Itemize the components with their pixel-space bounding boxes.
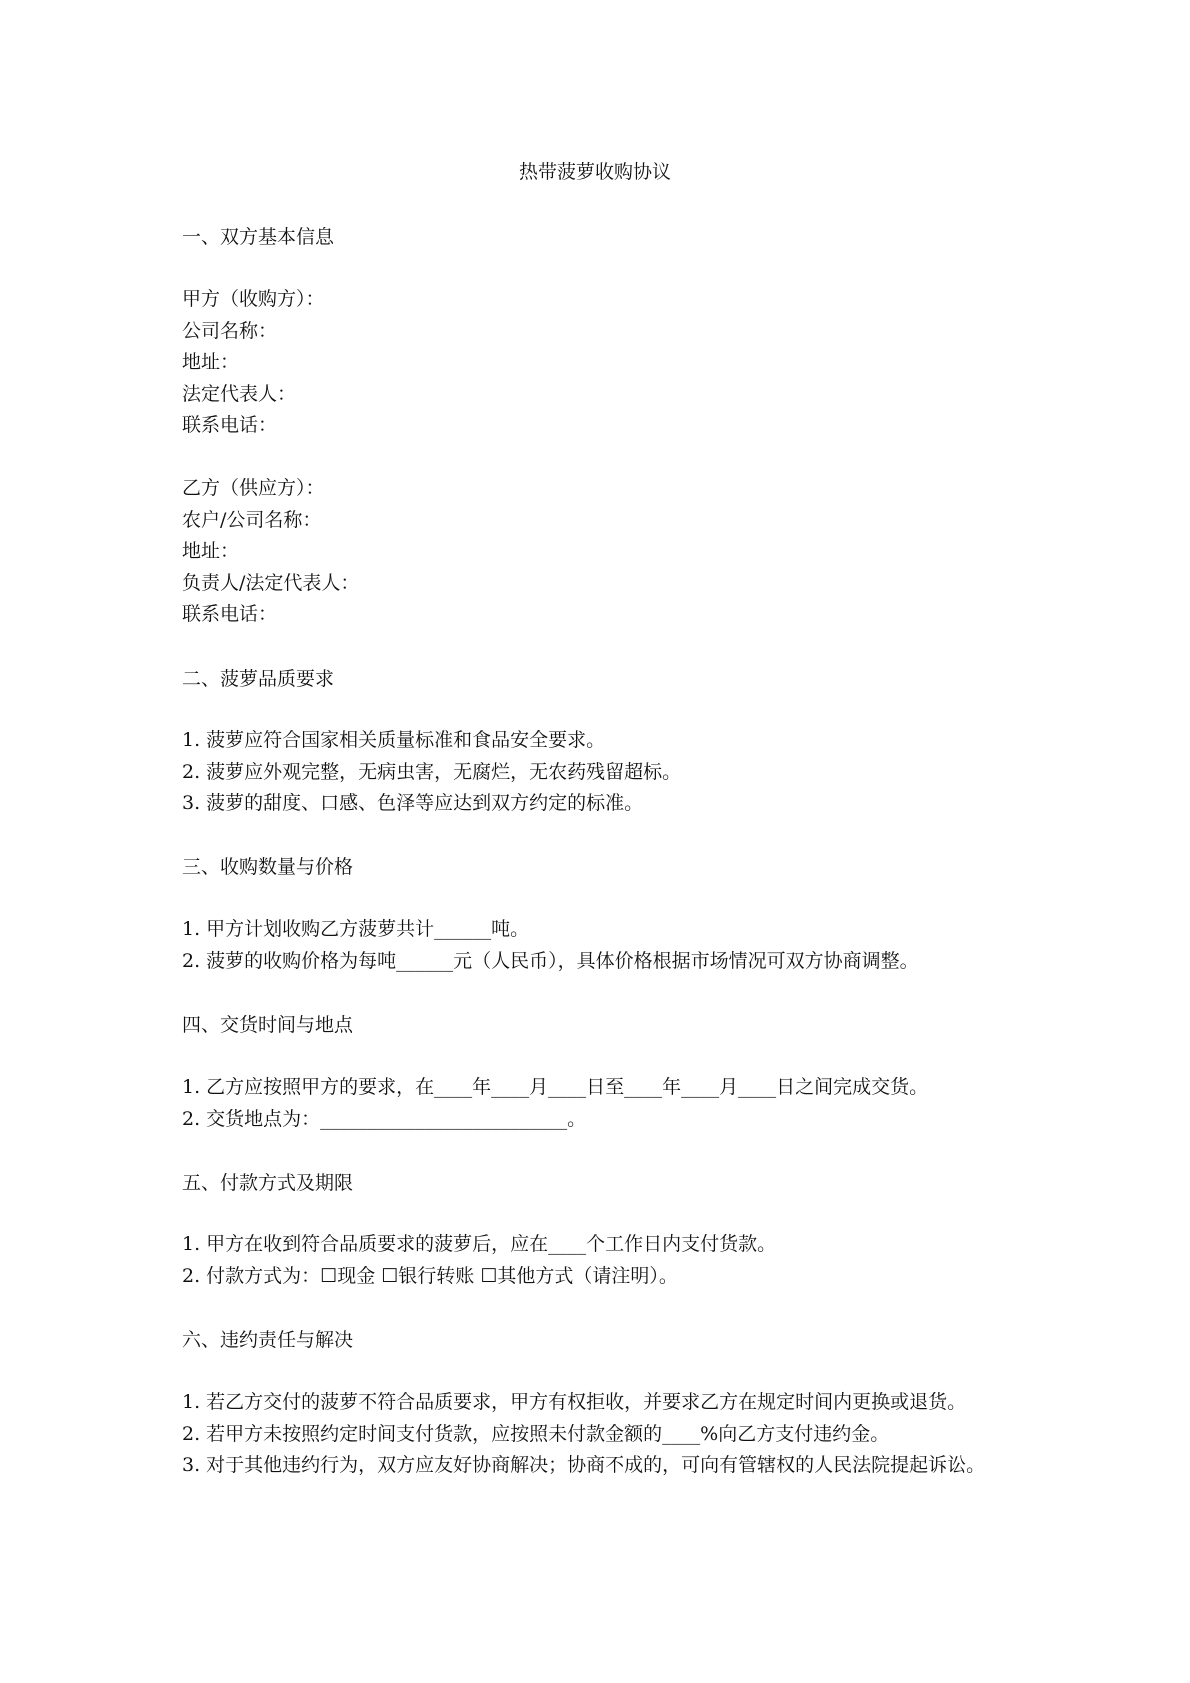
delivery-time-place bbox=[182, 1072, 1022, 1135]
section-heading-4: 四、交货时间与地点 bbox=[182, 1014, 354, 1036]
list-item: 3. 对于其他违约行为，双方应友好协商解决；协商不成的，可向有管辖权的人民法院提起诉讼。 bbox=[182, 1454, 986, 1476]
list-item: 1. 菠萝应符合国家相关质量标准和食品安全要求。 bbox=[182, 729, 606, 751]
section-heading-1: 一、双方基本信息 bbox=[182, 226, 335, 248]
section-heading-2: 二、菠萝品质要求 bbox=[182, 668, 335, 690]
breach-liability bbox=[182, 1387, 1022, 1482]
list-item: 2. 菠萝的收购价格为每吨______元（人民币），具体价格根据市场情况可双方协商调整。 bbox=[182, 949, 919, 972]
section-heading-3: 三、收购数量与价格 bbox=[182, 856, 354, 878]
party-a-label: 甲方（收购方）： bbox=[182, 288, 325, 310]
party-b-info bbox=[182, 473, 1022, 631]
party-b-phone: 联系电话： bbox=[182, 603, 278, 625]
party-a-company-name: 公司名称： bbox=[182, 319, 278, 342]
list-item: 1. 乙方应按照甲方的要求，在____年____月____日至____年____月____日之间完成交货。 bbox=[182, 1076, 929, 1098]
party-b-label: 乙方（供应方）： bbox=[182, 477, 325, 499]
party-a-legal-rep: 法定代表人： bbox=[182, 382, 297, 405]
list-item: 3. 菠萝的甜度、口感、色泽等应达到双方约定的标准。 bbox=[182, 792, 644, 814]
list-item: 2. 付款方式为：☐现金 ☐银行转账 ☐其他方式（请注明）。 bbox=[182, 1264, 678, 1287]
party-a-info bbox=[182, 284, 1022, 442]
list-item: 2. 交货地点为：__________________________。 bbox=[182, 1107, 587, 1130]
party-b-address: 地址： bbox=[182, 540, 240, 562]
payment-terms bbox=[182, 1229, 1022, 1292]
quantity-price bbox=[182, 914, 1022, 977]
list-item: 2. 若甲方未按照约定时间支付货款，应按照未付款金额的____%向乙方支付违约金。 bbox=[182, 1422, 890, 1445]
party-b-company-name: 农户/公司名称： bbox=[182, 508, 322, 531]
section-heading-6: 六、违约责任与解决 bbox=[182, 1329, 354, 1351]
party-a-address: 地址： bbox=[182, 351, 240, 373]
document-title: 热带菠萝收购协议 bbox=[518, 161, 671, 183]
party-b-responsible: 负责人/法定代表人： bbox=[182, 571, 360, 594]
party-a-phone: 联系电话： bbox=[182, 414, 278, 436]
list-item: 2. 菠萝应外观完整，无病虫害，无腐烂，无农药残留超标。 bbox=[182, 760, 682, 783]
list-item: 1. 甲方在收到符合品质要求的菠萝后，应在____个工作日内支付货款。 bbox=[182, 1233, 777, 1255]
list-item: 1. 甲方计划收购乙方菠萝共计______吨。 bbox=[182, 918, 530, 940]
section-heading-5: 五、付款方式及期限 bbox=[182, 1172, 354, 1194]
quality-requirements bbox=[182, 725, 1022, 820]
list-item: 1. 若乙方交付的菠萝不符合品质要求，甲方有权拒收，并要求乙方在规定时间内更换或退货。 bbox=[182, 1391, 967, 1413]
